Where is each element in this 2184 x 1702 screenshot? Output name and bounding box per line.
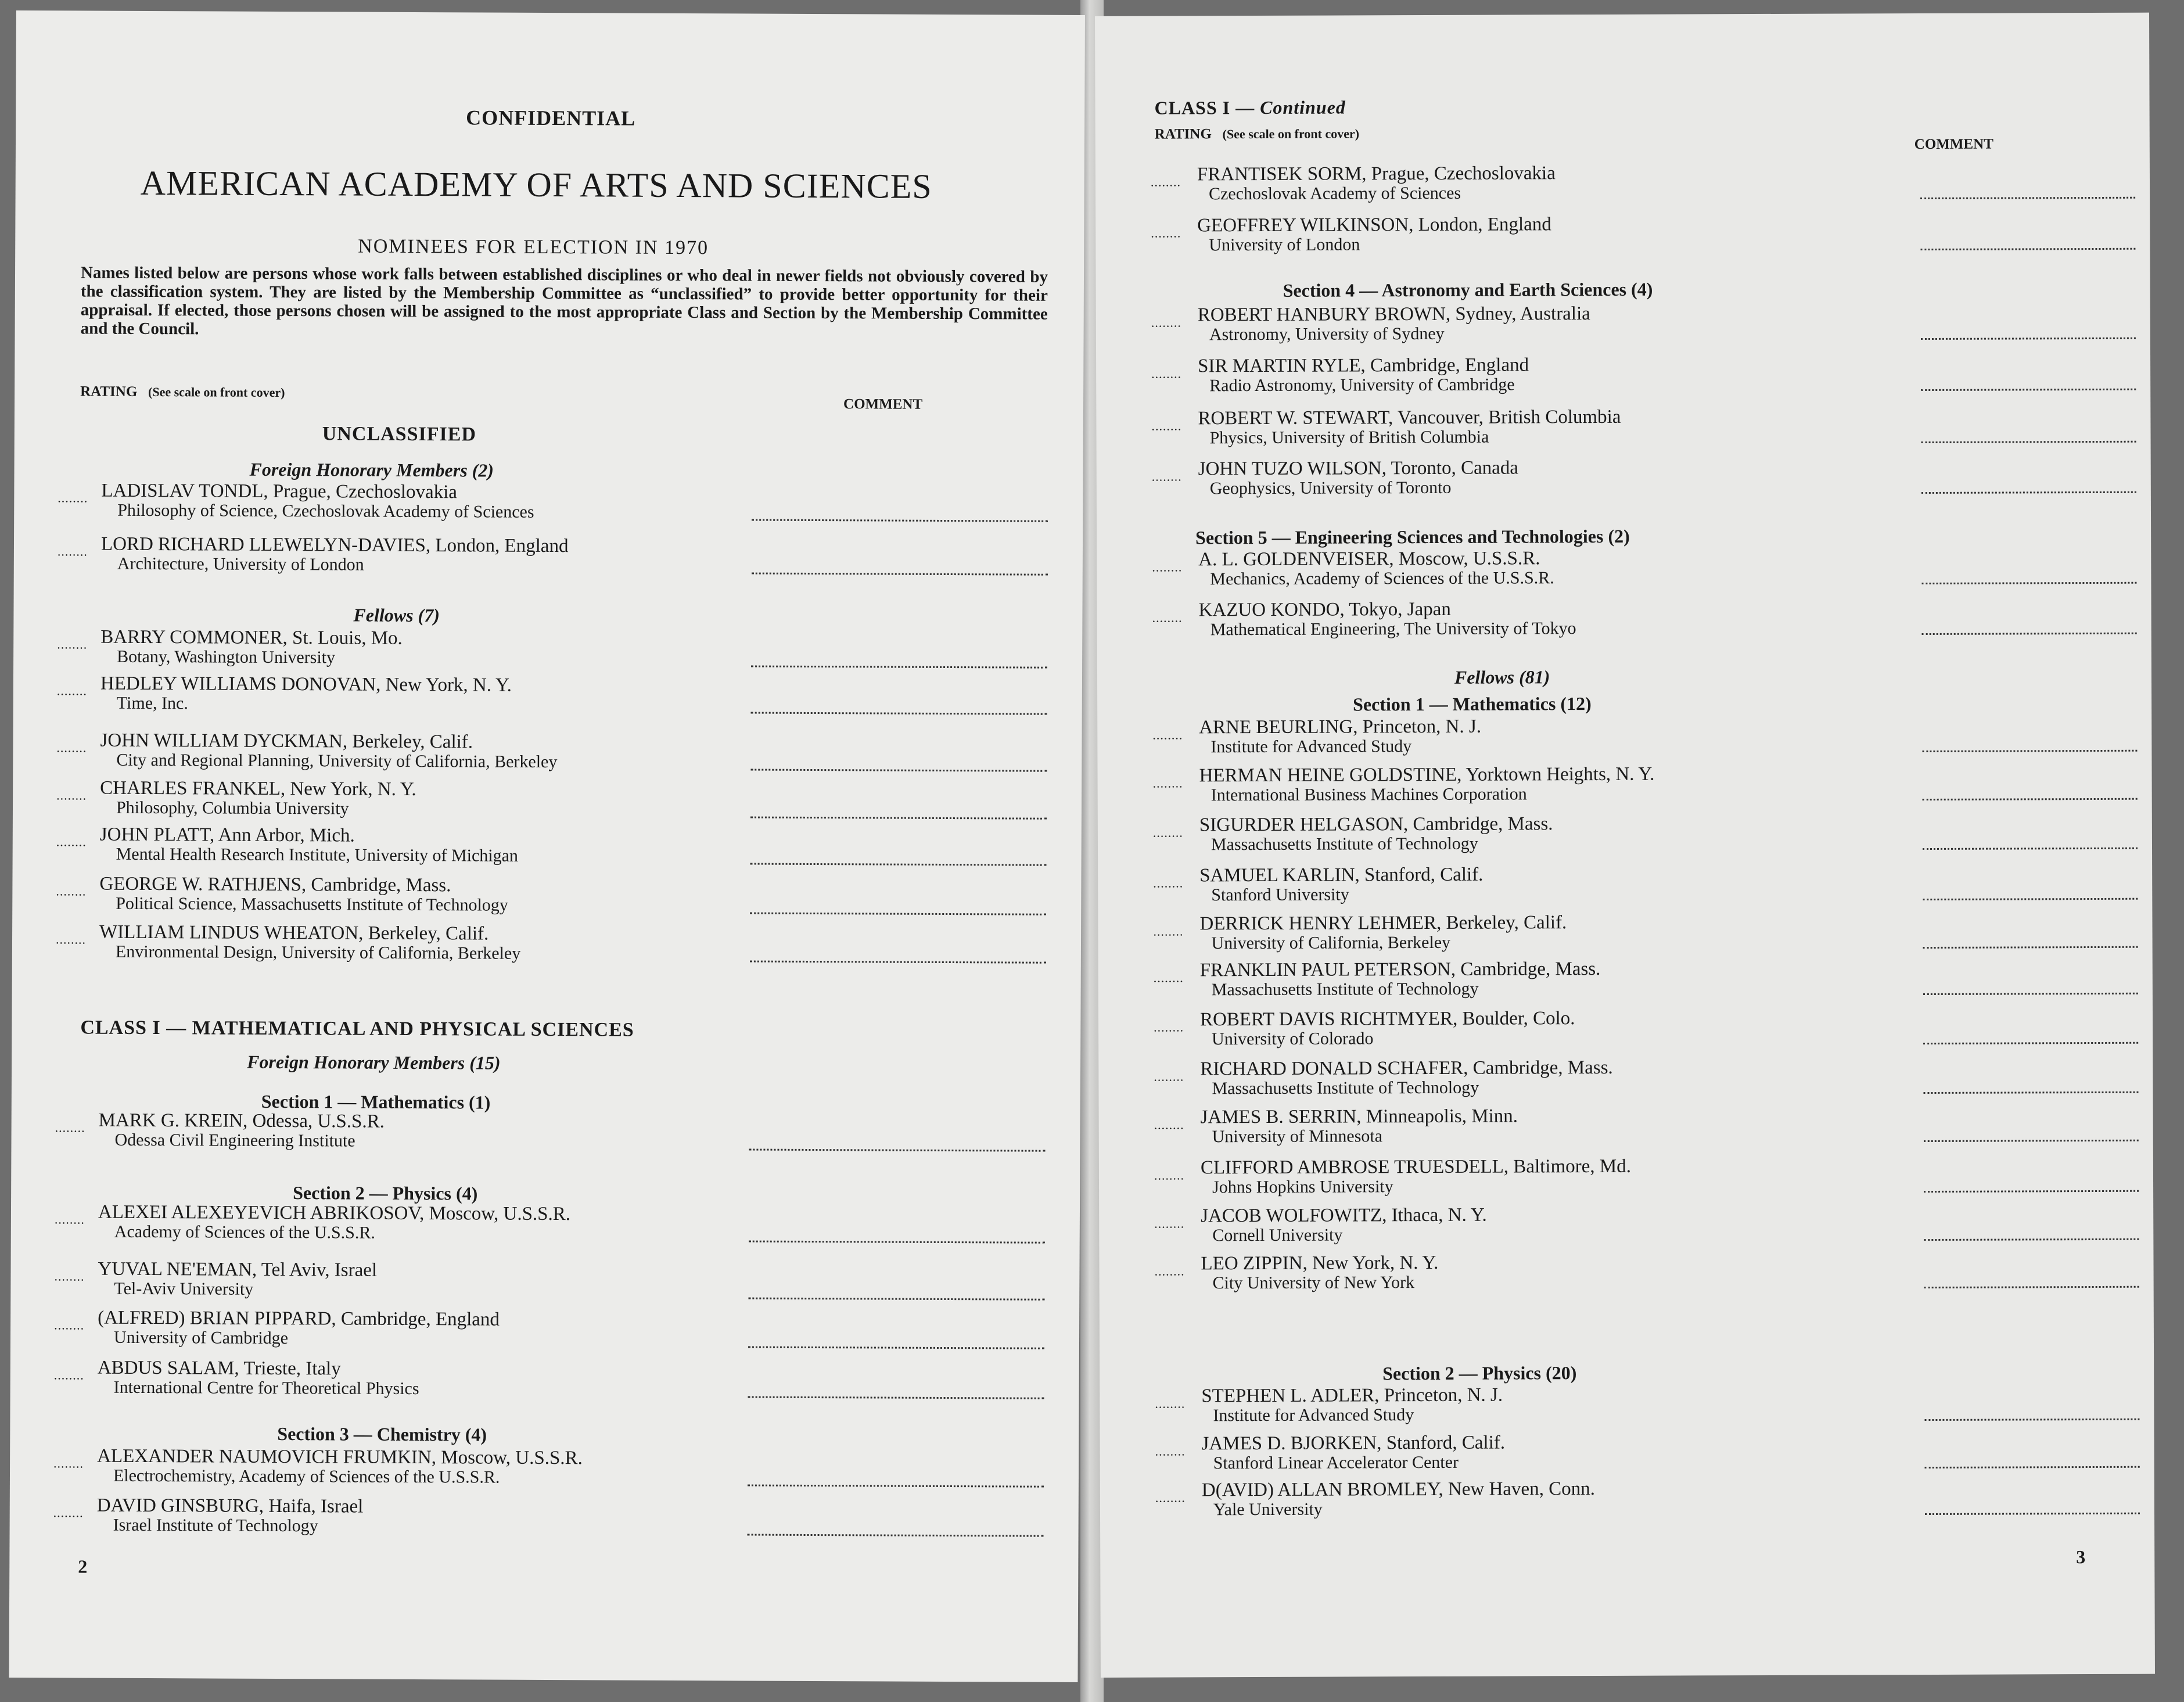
right-rating-label [1155,125,1359,142]
nominee-affiliation: City University of New York [1212,1273,1415,1293]
comment-line[interactable] [1922,633,2137,635]
nominee-name: CLIFFORD AMBROSE TRUESDELL, Baltimore, Md. [1200,1155,1632,1179]
right-nominee-entry [1153,762,2140,812]
comment-line[interactable] [749,1241,1045,1244]
nominee-name: MARK G. KREIN, Odessa, U.S.S.R. [98,1109,385,1132]
nominee-name: HERMAN HEINE GOLDSTINE, Yorktown Heights, N. Y. [1199,763,1655,787]
nominee-name: JOHN TUZO WILSON, Toronto, Canada [1198,457,1519,480]
nominee-name: WILLIAM LINDUS WHEATON, Berkeley, Calif. [99,921,489,945]
rating-blank[interactable]: ........ [1151,469,1182,484]
nominee-name: ABDUS SALAM, Trieste, Italy [97,1357,341,1380]
nominee-affiliation: Institute for Advanced Study [1210,737,1412,757]
nominee-affiliation: Mental Health Research Institute, University of Michigan [116,844,519,866]
nominee-affiliation: Israel Institute of Technology [113,1515,318,1536]
rating-blank[interactable]: ........ [1155,1396,1186,1411]
comment-line[interactable] [1923,993,2138,995]
comment-line[interactable] [750,961,1046,964]
rating-text: RATING [80,383,138,400]
class1-cont-text: CLASS I — [1154,97,1260,119]
nominee-affiliation: Philosophy, Columbia University [116,798,349,818]
comment-line[interactable] [750,769,1047,772]
rating-blank[interactable]: ........ [54,1269,85,1284]
rating-blank[interactable]: ........ [57,637,88,652]
nominee-name: ARNE BEURLING, Princeton, N. J. [1199,716,1482,738]
left-nominee-entry [57,626,1056,677]
nominee-affiliation: Massachusetts Institute of Technology [1211,979,1479,1000]
rating-blank[interactable]: ........ [58,490,88,505]
comment-line[interactable] [1923,898,2138,900]
right-nominee-entry [1154,1104,2142,1154]
comment-line[interactable] [1923,1091,2138,1094]
intro-paragraph: Names listed below are persons whose work falls between established disciplines or who deal in newer fields not obviously covered by the classification system. They are listed by the Membership Committee as “unclassified” to provide better opportunity for their appraisal. If elected, those persons chosen will be assigned to the most appropriate Class and Section by the Membership Committee and the Council. [80,263,1048,339]
right-nominee-entry [1155,1383,2142,1432]
nominee-name: DAVID GINSBURG, Haifa, Israel [96,1495,364,1517]
nominee-name: ALEXEI ALEXEYEVICH ABRIKOSOV, Moscow, U.S.S.R. [98,1201,571,1225]
right-nominee-entry [1152,546,2139,596]
comment-line[interactable] [1923,1042,2138,1044]
nominee-name: SIR MARTIN RYLE, Cambridge, England [1198,354,1529,377]
nominee-name: (ALFRED) BRIAN PIPPARD, Cambridge, England [98,1307,500,1330]
right-nominee-entry [1151,301,2139,351]
nominee-name: JAMES B. SERRIN, Minneapolis, Minn. [1200,1105,1518,1128]
nominee-name: ROBERT DAVIS RICHTMYER, Boulder, Colo. [1199,1008,1575,1030]
nominee-affiliation: International Centre for Theoretical Physics [113,1377,419,1399]
comment-line[interactable] [748,1298,1044,1301]
comment-line[interactable] [1921,582,2136,584]
right-comment-label: COMMENT [1914,136,1993,153]
right-nominee-entry [1153,862,2140,912]
confidential-label: CONFIDENTIAL [466,106,636,130]
right-nominee-entry [1151,161,2138,211]
nominee-affiliation: Astronomy, University of Sydney [1209,324,1445,344]
nominee-name: FRANTISEK SORM, Prague, Czechoslovakia [1197,163,1556,185]
comment-label: COMMENT [843,396,923,412]
rating-blank[interactable]: ........ [1152,559,1183,574]
right-nominee-entry [1154,1154,2142,1204]
nominee-name: CHARLES FRANKEL, New York, N. Y. [100,777,416,800]
nominee-affiliation: University of California, Berkeley [1211,932,1451,953]
left-page [9,10,1085,1682]
comment-line[interactable] [1920,248,2135,250]
nominee-affiliation: Electrochemistry, Academy of Sciences of the U.S.S.R. [113,1466,500,1487]
right-nominee-entry [1155,1477,2143,1527]
rating-blank[interactable]: ........ [1154,1019,1184,1035]
comment-line[interactable] [1923,798,2138,800]
nominee-affiliation: Massachusetts Institute of Technology [1212,1078,1479,1098]
comment-line[interactable] [751,712,1047,715]
rating-blank[interactable]: ........ [56,683,87,698]
right-nominee-entry [1151,212,2138,262]
comment-line[interactable] [748,1485,1044,1488]
right-nominee-entry [1154,1006,2141,1056]
nominee-affiliation: University of Cambridge [113,1327,289,1348]
unclassified-fellows-heading: Fellows (7) [353,604,440,626]
comment-line[interactable] [1923,848,2138,850]
nominee-affiliation: Radio Astronomy, University of Cambridge [1209,375,1515,396]
rating-blank[interactable]: ........ [53,1505,84,1520]
left-nominee-entry [57,673,1056,724]
comment-line[interactable] [748,1534,1044,1537]
page-title: AMERICAN ACADEMY OF ARTS AND SCIENCES [140,163,932,206]
rating-blank[interactable]: ........ [1152,775,1183,791]
rating-blank[interactable]: ........ [55,1120,85,1135]
rating-blank[interactable]: ........ [56,834,87,849]
nominee-affiliation: Johns Hopkins University [1212,1177,1393,1197]
nominee-affiliation: Odessa Civil Engineering Institute [114,1130,355,1151]
nominee-affiliation: Mechanics, Academy of Sciences of the U.S.S.R. [1210,568,1554,589]
rating-blank[interactable]: ........ [1153,970,1184,985]
comment-line[interactable] [750,817,1047,820]
rating-blank[interactable]: ........ [1155,1490,1186,1505]
nominee-name: GEOFFREY WILKINSON, London, England [1197,214,1551,236]
nominee-affiliation: Academy of Sciences of the U.S.S.R. [114,1222,375,1243]
right-rating-text: RATING [1154,126,1212,142]
rating-blank[interactable]: ........ [56,788,87,803]
page-number-right: 3 [2076,1546,2086,1568]
nominee-affiliation: Mathematical Engineering, The University of Tokyo [1210,619,1576,640]
rating-blank[interactable]: ........ [1151,418,1182,433]
nominee-affiliation: University of Minnesota [1212,1126,1383,1147]
rating-blank[interactable]: ........ [57,544,88,559]
page-number-left: 2 [78,1556,88,1577]
rating-blank[interactable]: ........ [1154,1216,1185,1231]
rating-blank[interactable]: ........ [1152,825,1183,840]
comment-line[interactable] [750,863,1047,866]
left-nominee-entry [56,730,1055,781]
rating-blank[interactable]: ........ [1154,1263,1185,1279]
unclassified-heading: UNCLASSIFIED [322,423,477,446]
right-nominee-entry [1151,405,2139,455]
unclassified-foreign-heading: Foreign Honorary Members (2) [249,458,494,481]
rating-blank[interactable]: ........ [1154,1168,1185,1183]
right-nominee-entry [1153,910,2140,960]
comment-line[interactable] [1924,1140,2139,1142]
right-nominee-entry [1153,811,2140,861]
left-nominee-entry [55,1109,1054,1161]
section3-heading: Section 3 — Chemistry (4) [277,1423,487,1445]
nominee-affiliation: Botany, Washington University [117,647,336,667]
class1-heading: CLASS I — MATHEMATICAL AND PHYSICAL SCIENCES [80,1017,634,1041]
nominee-name: RICHARD DONALD SCHAFER, Cambridge, Mass. [1200,1057,1613,1080]
rating-blank[interactable]: ........ [1152,610,1183,625]
nominee-name: LEO ZIPPIN, New York, N. Y. [1201,1252,1439,1274]
comment-line[interactable] [1921,441,2136,443]
comment-line[interactable] [1921,337,2136,340]
right-nominee-entry [1154,1250,2142,1300]
nominee-name: KAZUO KONDO, Tokyo, Japan [1198,598,1451,621]
section5-heading: Section 5 — Engineering Sciences and Technologies (2) [1195,525,1630,548]
left-nominee-entry [56,777,1055,828]
nominee-affiliation: City and Regional Planning, University of California, Berkeley [116,750,558,772]
comment-line[interactable] [1924,1286,2139,1288]
nominee-affiliation: Cornell University [1212,1225,1343,1245]
comment-line[interactable] [1925,1513,2140,1515]
nominee-affiliation: Time, Inc. [116,693,188,713]
left-nominee-entry [56,873,1055,924]
rating-blank[interactable]: ........ [56,740,87,755]
rating-label [80,383,285,401]
left-nominee-entry [53,1445,1053,1496]
rating-blank[interactable]: ........ [1153,924,1184,939]
left-nominee-entry [58,480,1057,531]
left-nominee-entry [54,1258,1053,1309]
comment-line[interactable] [1922,750,2137,752]
comment-line[interactable] [1924,1419,2139,1421]
rating-blank[interactable]: ........ [54,1212,85,1227]
nominee-affiliation: University of Colorado [1212,1029,1374,1049]
rating-blank[interactable]: ........ [1152,727,1183,742]
rating-blank[interactable]: ........ [53,1367,84,1383]
nominee-name: FRANKLIN PAUL PETERSON, Cambridge, Mass. [1199,958,1601,981]
fellows-section2-heading: Section 2 — Physics (20) [1382,1362,1577,1384]
right-nominee-entry [1155,1430,2143,1480]
left-nominee-entry [53,1495,1053,1546]
fellows-heading: Fellows (81) [1454,666,1550,688]
nominee-affiliation: Environmental Design, University of California, Berkeley [115,942,521,963]
continued-text: Continued [1260,96,1346,119]
nominee-name: BARRY COMMONER, St. Louis, Mo. [100,626,403,649]
left-nominee-entry [56,921,1055,972]
nominee-affiliation: Physics, University of British Columbia [1209,427,1489,448]
rating-blank[interactable]: ........ [1151,315,1181,330]
comment-line[interactable] [751,666,1047,669]
comment-line[interactable] [1925,1466,2140,1468]
comment-line[interactable] [748,1396,1044,1399]
rating-blank[interactable]: ........ [1153,875,1184,891]
nominee-name: YUVAL NE'EMAN, Tel Aviv, Israel [98,1258,378,1281]
page-subtitle: NOMINEES FOR ELECTION IN 1970 [358,235,709,259]
comment-line[interactable] [750,913,1046,915]
rating-blank[interactable]: ........ [54,1317,85,1333]
nominee-name: ROBERT W. STEWART, Vancouver, British Columbia [1198,406,1621,429]
rating-blank[interactable]: ........ [1155,1444,1186,1459]
right-nominee-entry [1152,455,2139,505]
nominee-name: ALEXANDER NAUMOVICH FRUMKIN, Moscow, U.S.S.R. [97,1445,583,1469]
nominee-name: SIGURDER HELGASON, Cambridge, Mass. [1199,813,1553,836]
right-nominee-entry [1151,353,2139,403]
nominee-affiliation: Tel-Aviv University [114,1279,254,1299]
comment-line[interactable] [1920,197,2135,199]
comment-line[interactable] [1921,491,2136,494]
right-nominee-entry [1152,714,2140,764]
rating-blank[interactable]: ........ [1154,1069,1184,1084]
right-nominee-entry [1152,597,2140,647]
rating-blank[interactable]: ........ [1150,174,1181,189]
nominee-name: STEPHEN L. ADLER, Princeton, N. J. [1201,1384,1503,1407]
rating-blank[interactable]: ........ [55,932,87,947]
left-nominee-entry [55,1201,1054,1252]
nominee-name: JOHN PLATT, Ann Arbor, Mich. [99,824,355,846]
nominee-name: LORD RICHARD LLEWELYN-DAVIES, London, England [100,533,569,557]
nominee-affiliation: Political Science, Massachusetts Institute of Technology [116,893,508,915]
nominee-name: JAMES D. BJORKEN, Stanford, Calif. [1201,1432,1506,1455]
left-nominee-entry [56,824,1055,875]
right-rating-note: (See scale on front cover) [1222,126,1360,142]
class1-foreign-heading: Foreign Honorary Members (15) [247,1051,501,1073]
comment-line[interactable] [1924,1238,2139,1241]
nominee-affiliation: Massachusetts Institute of Technology [1210,834,1478,854]
section4-heading: Section 4 — Astronomy and Earth Sciences (4) [1283,278,1653,301]
nominee-name: A. L. GOLDENVEISER, Moscow, U.S.S.R. [1198,548,1540,570]
nominee-name: JACOB WOLFOWITZ, Ithaca, N. Y. [1201,1204,1487,1227]
class1-continued-heading [1154,96,1345,119]
nominee-name: HEDLEY WILLIAMS DONOVAN, New York, N. Y. [100,673,512,696]
right-page [1095,13,2155,1678]
comment-line[interactable] [1921,389,2136,391]
nominee-name: ROBERT HANBURY BROWN, Sydney, Australia [1197,303,1590,326]
rating-blank[interactable]: ........ [1151,366,1182,381]
left-nominee-entry [58,533,1057,584]
nominee-affiliation: University of London [1209,235,1360,255]
nominee-affiliation: Stanford Linear Accelerator Center [1213,1452,1459,1473]
nominee-name: SAMUEL KARLIN, Stanford, Calif. [1199,864,1483,886]
comment-line[interactable] [748,1346,1044,1349]
nominee-affiliation: International Business Machines Corporation [1210,784,1527,805]
nominee-affiliation: Yale University [1213,1499,1323,1520]
rating-blank[interactable]: ........ [53,1456,84,1471]
left-nominee-entry [54,1307,1053,1358]
section1-heading: Section 1 — Mathematics (1) [261,1090,491,1113]
comment-line[interactable] [1923,946,2138,949]
rating-blank[interactable]: ........ [1151,225,1181,240]
comment-line[interactable] [1924,1190,2139,1193]
nominee-name: GEORGE W. RATHJENS, Cambridge, Mass. [99,873,451,896]
rating-blank[interactable]: ........ [1154,1117,1184,1132]
comment-line[interactable] [749,1149,1045,1152]
nominee-affiliation: Institute for Advanced Study [1213,1405,1414,1425]
nominee-affiliation: Stanford University [1211,885,1349,905]
rating-blank[interactable]: ........ [56,884,87,899]
right-nominee-entry [1154,1202,2142,1252]
nominee-name: DERRICK HENRY LEHMER, Berkeley, Calif. [1199,912,1567,935]
section2-heading: Section 2 — Physics (4) [293,1182,478,1204]
right-nominee-entry [1154,957,2141,1007]
comment-line[interactable] [752,519,1048,522]
fellows-section1-heading: Section 1 — Mathematics (12) [1353,693,1592,715]
nominee-affiliation: Geophysics, University of Toronto [1209,477,1452,498]
left-nominee-entry [54,1357,1053,1408]
nominee-affiliation: Philosophy of Science, Czechoslovak Academy of Sciences [117,500,534,522]
nominee-name: LADISLAV TONDL, Prague, Czechoslovakia [101,480,458,503]
nominee-name: D(AVID) ALLAN BROMLEY, New Haven, Conn. [1201,1478,1595,1501]
comment-line[interactable] [752,573,1048,576]
nominee-affiliation: Czechoslovak Academy of Sciences [1209,183,1461,204]
nominee-affiliation: Architecture, University of London [117,554,364,574]
nominee-name: JOHN WILLIAM DYCKMAN, Berkeley, Calif. [100,730,473,753]
right-nominee-entry [1154,1055,2141,1105]
rating-note: (See scale on front cover) [148,384,285,400]
